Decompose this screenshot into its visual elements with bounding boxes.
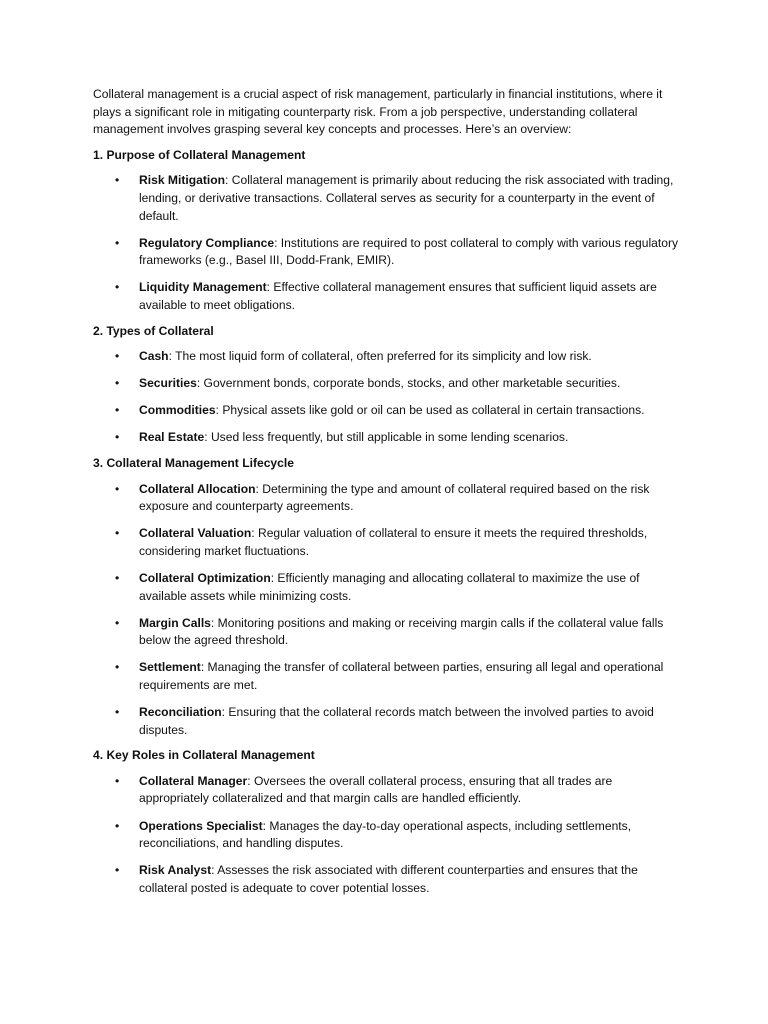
item-term: Risk Mitigation [139, 173, 226, 188]
list-item [93, 279, 683, 314]
item-term: Collateral Valuation [139, 526, 252, 541]
item-term: Liquidity Management [139, 280, 267, 295]
item-term: Collateral Optimization [139, 570, 271, 585]
item-text: : Monitoring positions and making or receiving margin calls if the collateral value falls below the agreed threshold. [139, 615, 664, 648]
list-item [93, 818, 683, 853]
item-term: Commodities [139, 403, 216, 418]
item-text: : Determining the type and amount of collateral required based on the risk exposure and counterparty agreements. [139, 481, 650, 514]
item-text: : Regular valuation of collateral to ensure it meets the required thresholds, considering market fluctuations. [139, 526, 648, 558]
list-item [93, 773, 683, 808]
bullet-icon: • [115, 280, 120, 295]
list-item [93, 481, 683, 516]
section-heading: 3. Collateral Management Lifecycle [93, 456, 294, 470]
bullet-icon: • [115, 863, 120, 878]
list-item [93, 172, 683, 225]
item-text: : Government bonds, corporate bonds, stocks, and other marketable securities. [196, 376, 621, 391]
list-item [93, 615, 683, 650]
item-term: Margin Calls [139, 615, 211, 630]
list-item [93, 862, 683, 897]
list-item [93, 375, 683, 393]
list-item [93, 429, 683, 447]
list-item [93, 402, 683, 420]
bullet-icon: • [115, 570, 120, 585]
bullet-icon: • [115, 173, 120, 188]
section-heading: 4. Key Roles in Collateral Management [93, 748, 315, 763]
bullet-icon: • [115, 430, 120, 445]
list-item [93, 570, 683, 605]
item-term: Cash [139, 349, 169, 364]
section-heading: 1. Purpose of Collateral Management [93, 147, 306, 162]
item-text: : Ensuring that the collateral records match between the involved parties to avoid disputes. [139, 705, 654, 737]
bullet-list [93, 481, 683, 740]
bullet-icon: • [115, 481, 120, 496]
item-text: : Managing the transfer of collateral between parties, ensuring all legal and operational requirements are met. [139, 660, 664, 692]
item-term: Settlement [139, 660, 201, 675]
bullet-list [93, 773, 683, 898]
list-item [93, 235, 683, 270]
bullet-icon: • [115, 526, 120, 541]
item-text: : Collateral management is primarily about reducing the risk associated with trading, lending, or derivative transactions. Collateral serves as security for a counterparty in the event of default. [139, 173, 674, 223]
list-item [93, 525, 683, 560]
list-item [93, 659, 683, 694]
item-text: : The most liquid form of collateral, often preferred for its simplicity and low risk. [168, 349, 592, 364]
bullet-icon: • [115, 349, 120, 364]
bullet-icon: • [115, 660, 120, 675]
list-item [93, 704, 683, 739]
bullet-icon: • [115, 615, 120, 630]
item-term: Operations Specialist [139, 818, 263, 833]
item-term: Collateral Manager [139, 773, 248, 788]
item-text: : Effective collateral management ensures that sufficient liquid assets are available to meet obligations. [139, 280, 657, 312]
bullet-icon: • [115, 403, 120, 418]
bullet-list [93, 348, 683, 447]
item-text: : Institutions are required to post collateral to comply with various regulatory frameworks (e.g., Basel III, Dodd-Frank, EMIR). [139, 235, 679, 268]
bullet-icon: • [115, 376, 120, 391]
item-term: Real Estate [139, 430, 205, 445]
item-text: : Oversees the overall collateral process, ensuring that all trades are appropriately collateralized and that margin calls are handled efficiently. [139, 773, 613, 806]
bullet-icon: • [115, 235, 120, 250]
list-item [93, 348, 683, 366]
intro-paragraph: Collateral management is a crucial aspect of risk management, particularly in financial institutions, where it plays a significant role in mitigating counterparty risk. From a job perspective, understanding collateral management involves grasping several key concepts and processes. Here’s an overview: [93, 87, 663, 137]
item-term: Regulatory Compliance [139, 235, 275, 250]
item-text: : Assesses the risk associated with different counterparties and ensures that the collateral posted is adequate to cover potential losses. [139, 863, 638, 895]
item-term: Reconciliation [139, 705, 222, 720]
item-text: : Used less frequently, but still applicable in some lending scenarios. [204, 430, 569, 445]
bullet-icon: • [115, 773, 120, 788]
bullet-list [93, 172, 683, 314]
item-text: : Physical assets like gold or oil can be used as collateral in certain transactions. [215, 403, 645, 418]
item-text: : Efficiently managing and allocating collateral to maximize the use of available assets while minimizing costs. [139, 570, 640, 603]
bullet-icon: • [115, 818, 120, 833]
item-term: Risk Analyst [139, 863, 212, 878]
document-page [93, 86, 683, 905]
item-text: : Manages the day-to-day operational aspects, including settlements, reconciliations, and handling disputes. [139, 818, 632, 851]
item-term: Collateral Allocation [139, 481, 256, 496]
section-heading: 2. Types of Collateral [93, 323, 214, 338]
bullet-icon: • [115, 705, 120, 720]
item-term: Securities [139, 376, 197, 391]
